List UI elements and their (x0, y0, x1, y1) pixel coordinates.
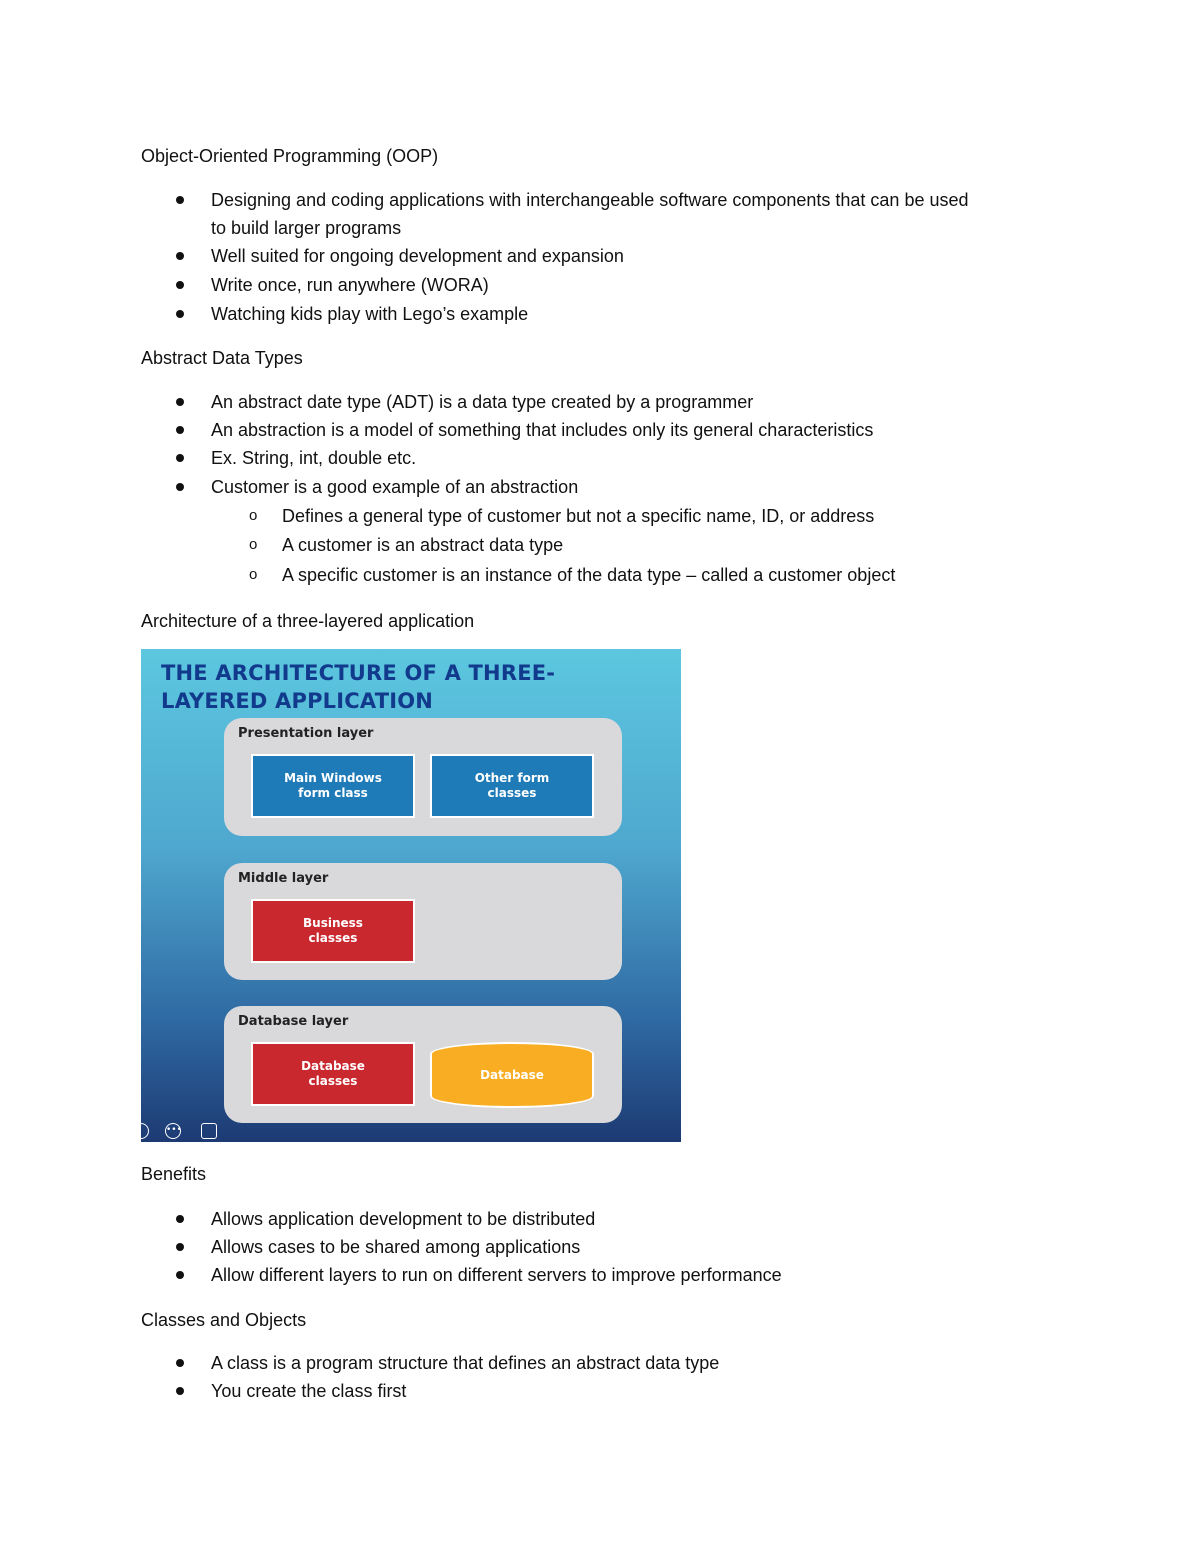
main-windows-form-box: Main Windows form class (251, 754, 415, 818)
list-item-continuation (211, 214, 401, 242)
slide-icon (201, 1123, 217, 1139)
list-item: You create the class first (211, 1377, 406, 1405)
play-icon (141, 1123, 149, 1139)
sub-list-item: o A specific customer is an instance of the data type – called a customer object (282, 561, 895, 589)
architecture-diagram (141, 649, 681, 1142)
list-item: Allows cases to be shared among applications (211, 1233, 580, 1261)
database-classes-box: Database classes (251, 1042, 415, 1106)
layer-label: Middle layer (238, 871, 329, 886)
layer-label: Presentation layer (238, 726, 374, 741)
continuation-text: to build larger programs (211, 218, 402, 238)
list-item: Allows application development to be distributed (211, 1205, 595, 1233)
heading-benefits: Benefits (141, 1164, 207, 1184)
list-item: Watching kids play with Lego’s example (211, 300, 528, 328)
list-item: Well suited for ongoing development and expansion (211, 242, 624, 270)
list-item: Customer is a good example of an abstraction (211, 473, 578, 501)
presentation-layer (224, 718, 622, 836)
sub-list-item: o A customer is an abstract data type (282, 531, 563, 559)
list-item: An abstraction is a model of something that includes only its general characteristics (211, 416, 873, 444)
database-cylinder: Database (430, 1042, 594, 1108)
database-layer (224, 1006, 622, 1123)
heading-classes: Classes and Objects (141, 1310, 307, 1330)
list-item: Write once, run anywhere (WORA) (211, 271, 489, 299)
business-classes-box: Business classes (251, 899, 415, 963)
list-item: An abstract date type (ADT) is a data type created by a programmer (211, 388, 753, 416)
middle-layer (224, 863, 622, 980)
list-item: Ex. String, int, double etc. (211, 444, 416, 472)
layer-label: Database layer (238, 1014, 349, 1029)
diagram-title: THE ARCHITECTURE OF A THREE-LAYERED APPLICATION (161, 661, 556, 713)
heading-oop: Object-Oriented Programming (OOP) (141, 146, 439, 166)
heading-architecture: Architecture of a three-layered application (141, 611, 475, 631)
other-form-classes-box: Other form classes (430, 754, 594, 818)
list-item: Designing and coding applications with interchangeable software components that can be used (211, 186, 969, 214)
more-options-icon: ••• (165, 1123, 181, 1139)
sub-list-item: o Defines a general type of customer but not a specific name, ID, or address (282, 502, 874, 530)
list-item: A class is a program structure that defines an abstract data type (211, 1349, 719, 1377)
heading-adt: Abstract Data Types (141, 348, 303, 368)
list-item: Allow different layers to run on different servers to improve performance (211, 1261, 782, 1289)
